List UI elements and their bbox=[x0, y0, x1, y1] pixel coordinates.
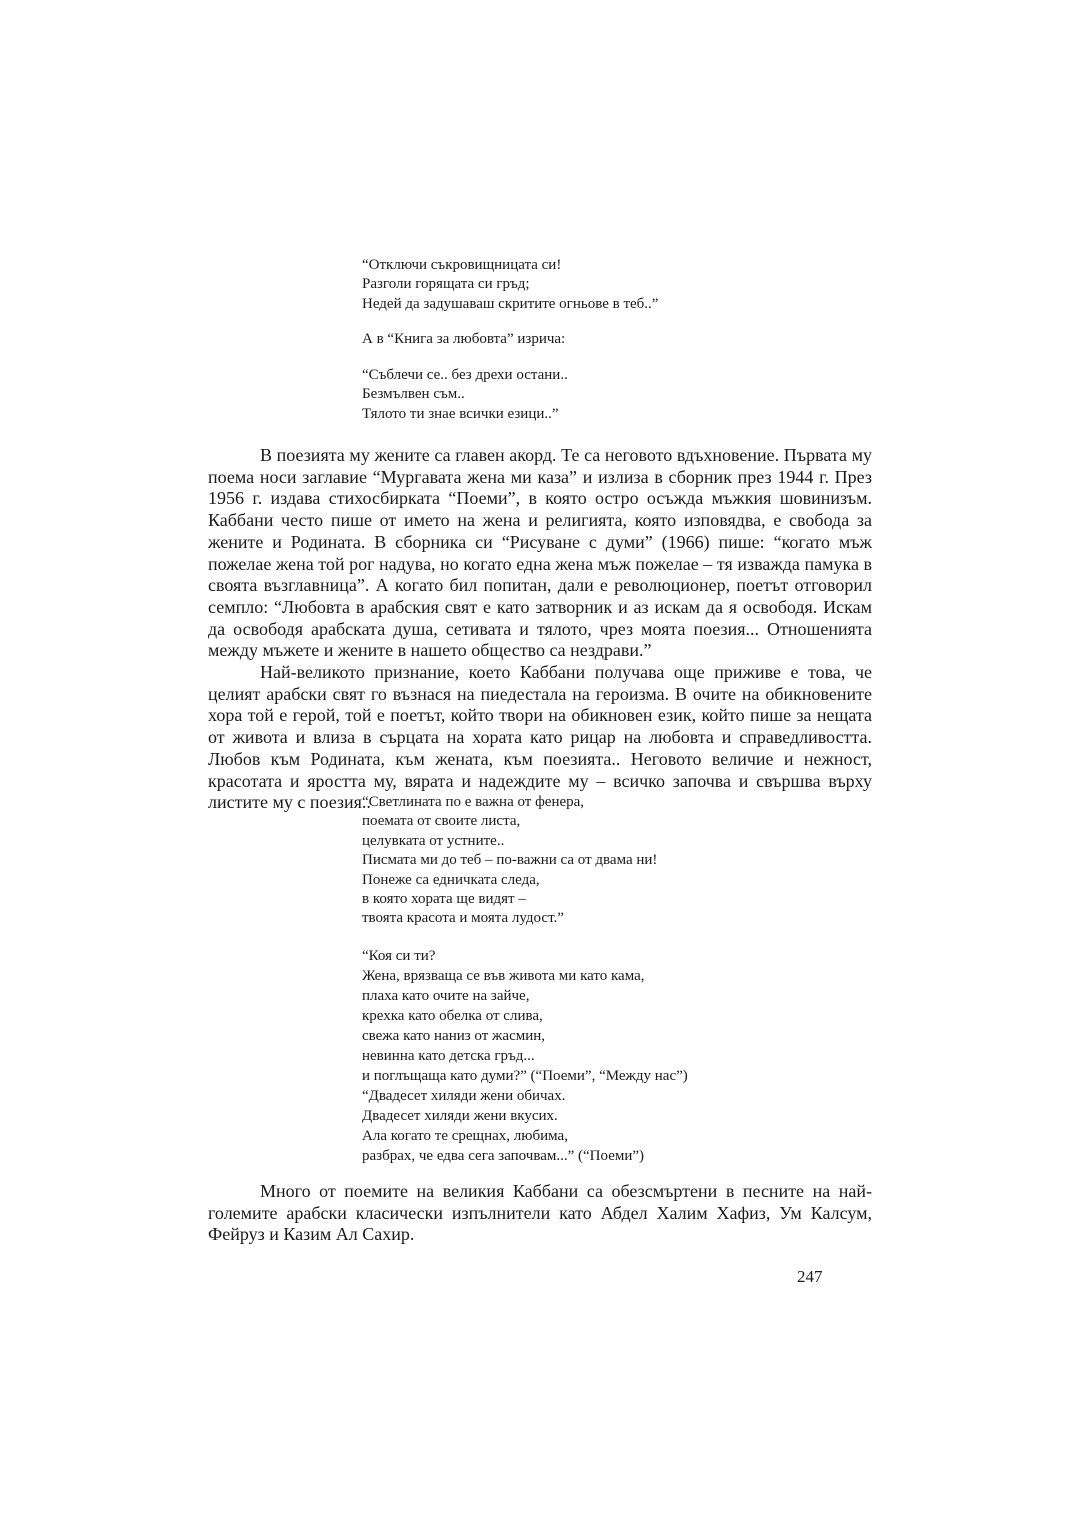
poem-line: “Двадесет хиляди жени обичах. bbox=[362, 1088, 566, 1104]
poem-line: твоята красота и моята лудост.” bbox=[362, 910, 564, 927]
poem-line: “Отключи съкровищницата си! bbox=[362, 257, 562, 273]
paragraph-1: В поезията му жените са главен акорд. Те са неговото вдъхновение. Първата му поема носи заглавие “Мургавата жена ми каза” и излиза в сборник през 1944 г. През 1956 г. издава стихосбирката “Поеми”, в която остро осъжда мъжкия шовинизъм. Каббани често пише от името на жена и религията, която изповядва, е свобода за жените и Родината. В сборника си “Рисуване с думи” (1966) пише: “когато мъж пожелае жена той рог надува, но когато една жена мъж пожелае – тя изважда памука в своята възглавница”. А когато бил попитан, дали е революционер, поетът отговорил семпло: “Любовта в арабския свят е като затворник и аз искам да я освободя. Искам да освободя арабската душа, сетивата и тялото, чрез моята поезия... Отношенията между мъжете и жените в нашето общество са нездрави.” bbox=[208, 445, 872, 661]
poem-line: плаха като очите на зайче, bbox=[362, 988, 530, 1004]
paragraph-2: Най-великото признание, което Каббани получава още приживе е това, че целият арабски свят го възнася на пиедестала на героизма. В очите на обикновените хора той е герой, той е поетът, който твори на обикновен език, който пише за нещата от живота и влиза в сърцата на хората като рицар на любовта и справедливостта. Любов към Родината, към жената, към поезията.. Неговото величие и нежност, красотата и яростта му, вярата и надеждите му – всичко започва и свършва върху листите му с поезия.. bbox=[208, 662, 872, 813]
intro-line: А в “Книга за любовта” изрича: bbox=[362, 331, 566, 347]
poem-line: Жена, врязваща се във живота ми като кама, bbox=[362, 968, 645, 984]
poem-excerpt-4 bbox=[362, 946, 688, 1166]
poem-line: Понеже са едничката следа, bbox=[362, 871, 540, 888]
poem-line: Разголи горящата си гръд; bbox=[362, 276, 530, 293]
poem-line: в която хората ще видят – bbox=[362, 891, 526, 908]
poem-line: Двадесет хиляди жени вкусих. bbox=[362, 1108, 558, 1124]
poem-line: Недей да задушаваш скритите огньове в теб..” bbox=[362, 295, 659, 312]
poem-line: разбрах, че едва сега започвам...” (“Поеми”) bbox=[362, 1148, 645, 1164]
paragraph-3: Много от поемите на великия Каббани са обезсмъртени в песните на най-големите арабски класически изпълнители като Абдел Халим Хафиз, Ум Калсум, Фейруз и Казим Ал Сахир. bbox=[208, 1181, 872, 1245]
poem-excerpt-2 bbox=[362, 366, 568, 424]
poem-line: невинна като детска гръд... bbox=[362, 1048, 535, 1064]
poem-line: целувката от устните.. bbox=[362, 832, 505, 849]
poem-line: свежа като наниз от жасмин, bbox=[362, 1028, 546, 1044]
poem-line: Ала когато те срещнах, любима, bbox=[362, 1128, 568, 1144]
poem-line: Безмълвен съм.. bbox=[362, 386, 465, 403]
poem-line: поемата от своите листа, bbox=[362, 813, 521, 830]
poem-excerpt-3 bbox=[362, 793, 657, 929]
page-number: 247 bbox=[797, 1267, 823, 1286]
poem-line: “Светлината по е важна от фенера, bbox=[362, 794, 585, 810]
poem-line: Писмата ми до теб – по-важни са от двама ни! bbox=[362, 852, 658, 869]
poem-excerpt-1 bbox=[362, 256, 658, 314]
poem-line: “Коя си ти? bbox=[362, 948, 436, 964]
poem-line: “Съблечи се.. без дрехи остани.. bbox=[362, 367, 568, 383]
poem-line: и поглъщаща като думи?” (“Поеми”, “Между нас”) bbox=[362, 1068, 688, 1084]
poem-line: крехка като обелка от слива, bbox=[362, 1008, 543, 1024]
poem-line: Тялото ти знае всички езици..” bbox=[362, 405, 559, 422]
